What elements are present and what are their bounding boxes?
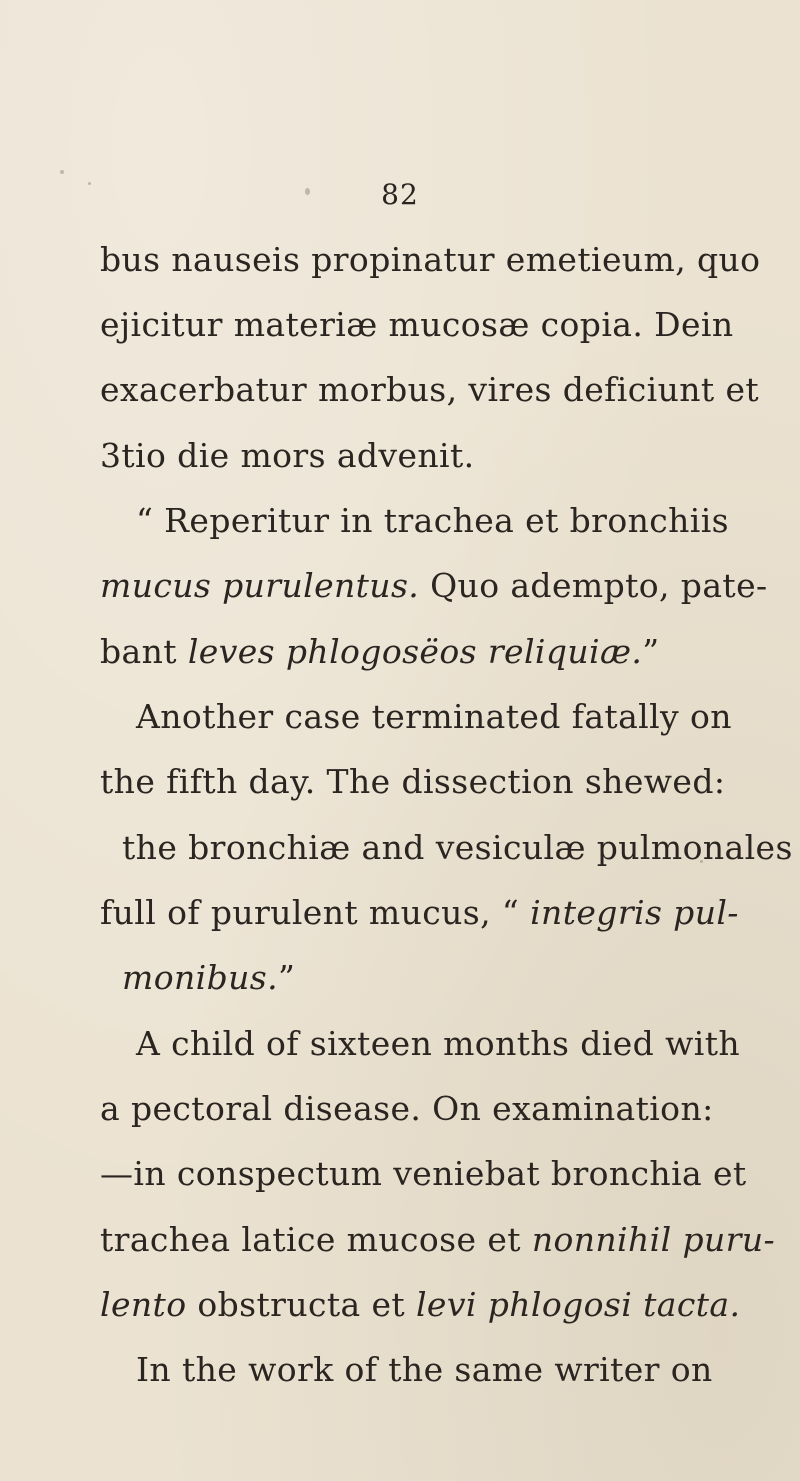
text-line — [100, 501, 729, 541]
italic-text: levi phlogosi tacta. — [415, 1285, 741, 1324]
paper-speck — [305, 188, 310, 195]
roman-text: In the work of the same writer on — [136, 1350, 713, 1389]
text-line — [100, 240, 760, 280]
roman-text: obstructa et — [186, 1285, 416, 1324]
text-line — [100, 1220, 775, 1260]
roman-text: bus nauseis propinatur emetieum, quo — [100, 240, 761, 279]
roman-text: A child of sixteen months died with — [136, 1024, 741, 1063]
roman-text: “ Reperitur in trachea et bronchiis — [136, 501, 730, 540]
text-line — [100, 828, 793, 868]
text-line — [100, 305, 734, 345]
roman-text: full of purulent mucus, “ — [100, 893, 531, 932]
text-line — [100, 1285, 740, 1325]
paper-speck — [700, 860, 703, 863]
italic-text: lento — [100, 1285, 187, 1324]
text-line — [100, 436, 475, 476]
roman-text: bant — [100, 632, 188, 671]
roman-text: exacerbatur morbus, vires deficiunt et — [100, 370, 760, 409]
text-line — [100, 1350, 713, 1390]
italic-text: leves phlogosëos reliquiæ. — [187, 632, 643, 671]
italic-text: monibus. — [122, 958, 278, 997]
roman-text: ” — [642, 632, 660, 671]
roman-text: —in conspectum veniebat bronchia et — [100, 1154, 747, 1193]
text-line — [100, 1089, 714, 1129]
text-line — [100, 697, 732, 737]
paper-speck — [60, 170, 64, 174]
text-line — [100, 893, 739, 933]
roman-text: Another case terminated fatally on — [136, 697, 732, 736]
text-line — [100, 1024, 740, 1064]
paper-speck — [88, 182, 91, 185]
roman-text: 3tio die mors advenit. — [100, 436, 475, 475]
roman-text: a pectoral disease. On examination: — [100, 1089, 714, 1128]
text-line — [100, 370, 759, 410]
text-line — [100, 632, 660, 672]
page-number: 82 — [381, 178, 419, 211]
text-line — [100, 1154, 747, 1194]
roman-text: trachea latice mucose et — [100, 1220, 532, 1259]
italic-text: nonnihil puru- — [531, 1220, 776, 1259]
text-line — [100, 762, 725, 802]
text-line — [100, 566, 768, 606]
roman-text: ” — [277, 958, 296, 997]
italic-text: mucus purulentus. — [100, 566, 420, 605]
italic-text: integris pul- — [530, 893, 739, 932]
roman-text: the fifth day. The dissection shewed: — [100, 762, 726, 801]
roman-text: the bronchiæ and vesiculæ pulmonales — [122, 828, 793, 867]
text-line — [100, 958, 295, 998]
roman-text: Quo adempto, pate- — [419, 566, 768, 605]
roman-text: ejicitur materiæ mucosæ copia. Dein — [100, 305, 734, 344]
